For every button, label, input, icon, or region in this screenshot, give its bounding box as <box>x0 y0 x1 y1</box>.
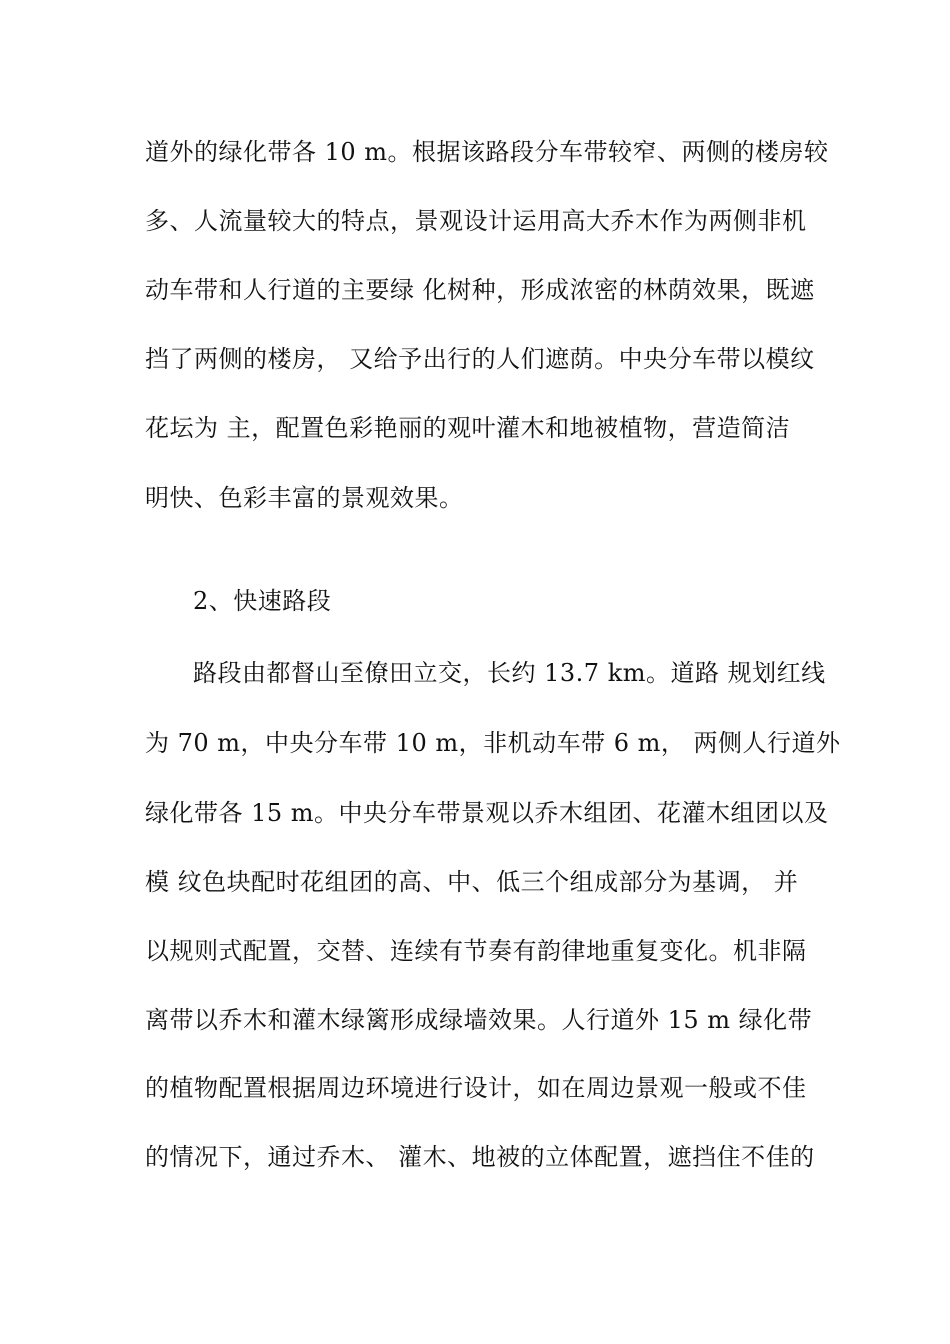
text-line-8: 路段由都督山至僚田立交，长约 13.7 km。道路 规划红线 <box>193 659 826 687</box>
text-line-14: 的植物配置根据周边环境进行设计，如在周边景观一般或不佳 <box>145 1074 807 1102</box>
text-line-6: 明快、色彩丰富的景观效果。 <box>145 484 464 512</box>
text-line-11: 模 纹色块配时花组团的高、中、低三个组成部分为基调， 并 <box>145 868 799 896</box>
text-line-2: 多、人流量较大的特点，景观设计运用高大乔木作为两侧非机 <box>145 207 807 235</box>
text-line-1: 道外的绿化带各 10 m。根据该路段分车带较窄、两侧的楼房较 <box>145 138 829 166</box>
text-line-5: 花坛为 主，配置色彩艳丽的观叶灌木和地被植物，营造简洁 <box>145 414 791 442</box>
text-line-15: 的情况下，通过乔木、 灌木、地被的立体配置，遮挡住不佳的 <box>145 1143 815 1171</box>
text-line-4: 挡了两侧的楼房， 又给予出行的人们遮荫。中央分车带以模纹 <box>145 345 815 373</box>
text-line-12: 以规则式配置，交替、连续有节奏有韵律地重复变化。机非隔 <box>145 937 807 965</box>
text-line-3: 动车带和人行道的主要绿 化树种，形成浓密的林荫效果，既遮 <box>145 276 815 304</box>
text-line-10: 绿化带各 15 m。中央分车带景观以乔木组团、花灌木组团以及 <box>145 799 829 827</box>
text-line-13: 离带以乔木和灌木绿篱形成绿墙效果。人行道外 15 m 绿化带 <box>145 1006 813 1034</box>
section-heading: 2、快速路段 <box>193 587 332 615</box>
text-line-9: 为 70 m，中央分车带 10 m，非机动车带 6 m， 两侧人行道外 <box>145 729 841 757</box>
